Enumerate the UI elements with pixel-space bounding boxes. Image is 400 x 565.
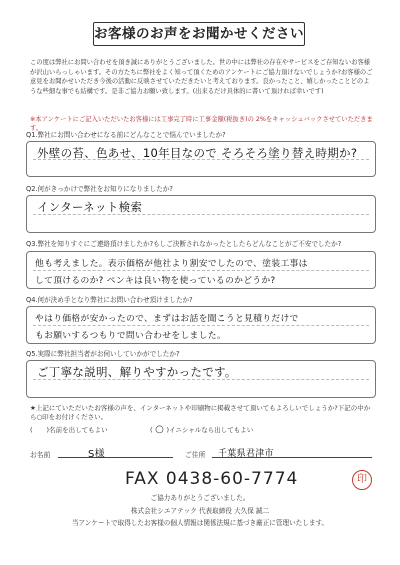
company-signature: 株式会社シエアテック 代表取締役 大久保 誠二 xyxy=(130,507,270,515)
answer-2-text: インターネット検索 xyxy=(37,200,143,214)
answer-4-box[interactable] xyxy=(26,306,376,344)
question-5-label: Q5.実際に弊社担当者がお伺いしていかがでしたか? xyxy=(26,350,180,358)
name-label: お名前 xyxy=(30,451,51,459)
answer-3-text-line2: して頂けるのか? ペンキは良い物を使っているのかどうか? xyxy=(35,276,276,286)
answer-rule xyxy=(33,270,369,271)
page-title: お客様のお声をお聞かせください xyxy=(93,22,305,46)
answer-3-text-line1: 他も考えました。表示価格が他社より割安でしたので、塗装工事は xyxy=(35,259,308,269)
answer-5-text: ご丁寧な説明、解りやすかったです。 xyxy=(37,365,237,379)
answer-1-box[interactable] xyxy=(26,141,376,177)
permission-text: ★上記にていただいたお客様の声を、インターネットや印刷物に掲載させて頂いてもよろしいでしょうか?下記の中から○印をお付けください。 xyxy=(30,404,371,421)
option-initial-label: イニシャルなら出してもよい xyxy=(169,426,254,434)
address-value: 千葉県君津市 xyxy=(218,449,274,459)
question-4-label: Q4.何が決め手となり弊社にお問い合わせ頂けましたか? xyxy=(26,296,193,304)
name-underline xyxy=(58,457,173,458)
address-label: ご住所 xyxy=(185,451,206,459)
question-1-label: Q1.弊社にお問い合わせになる前にどんなことで悩んでいましたか? xyxy=(26,131,226,139)
thanks-text: ご協力ありがとうございました。 xyxy=(150,494,250,502)
fax-number: FAX 0438-60-7774 xyxy=(125,469,299,489)
name-field[interactable] xyxy=(58,457,173,458)
answer-rule xyxy=(33,325,369,326)
answer-5-box[interactable] xyxy=(26,360,376,398)
name-value: S様 xyxy=(88,449,105,460)
answer-4-text-line2: もお願いするつもりで問い合わせをしました。 xyxy=(35,331,226,341)
intro-text: この度は弊社にお問い合わせを頂き誠にありがとうございました。世の中には弊社の存在やサービスをご存知ないお客様が沢山いらっしゃいます。その方たちに弊社をよく知って頂くためのアンケートにご協力頂けないでしょうか?お客様のご意見をお聞かせいただき今後の活動に反映させていただきたいと考えております。良かったこと、嬉しかったことどのような些細な事でも結構です。是非ご協力お願い致します。(出来るだけ具体的に書いて頂ければ幸いです) xyxy=(30,59,373,95)
answer-3-box[interactable] xyxy=(26,251,376,289)
answer-1-text: 外壁の苔、色あせ、10年目なので そろそろ塗り替え時期か? xyxy=(37,146,358,160)
question-2-label: Q2.何がきっかけで弊社をお知りになりましたか? xyxy=(26,185,173,193)
option-initial-ok[interactable]: ( ○ )イニシャルなら出してもよい xyxy=(150,424,254,435)
option-initial-mark: ○ xyxy=(155,424,164,435)
option-name-label: 名前を出してもよい xyxy=(49,426,108,434)
answer-2-box[interactable] xyxy=(26,195,376,233)
cashback-note: ※本アンケートにご記入いただいたお客様には工事完了時に工事金額(税抜き)の 2%をキャッシュバックさせていただきます。 xyxy=(30,116,373,132)
option-name-ok[interactable]: ( )名前を出してもよい xyxy=(30,426,108,434)
answer-4-text-line1: やはり価格が安かったので、まずはお話を聞こうと見積りだけで xyxy=(35,314,299,324)
privacy-note: 当アンケートで取得したお客様の個人情報は関係法規に基づき厳正に管理いたします。 xyxy=(71,519,329,527)
question-3-label: Q3.弊社を知りすぐにご連絡頂けましたか?もしご決断されなかったとしたらどんなことがご不安でしたか? xyxy=(26,240,342,248)
seal-stamp: 印 xyxy=(352,470,372,490)
